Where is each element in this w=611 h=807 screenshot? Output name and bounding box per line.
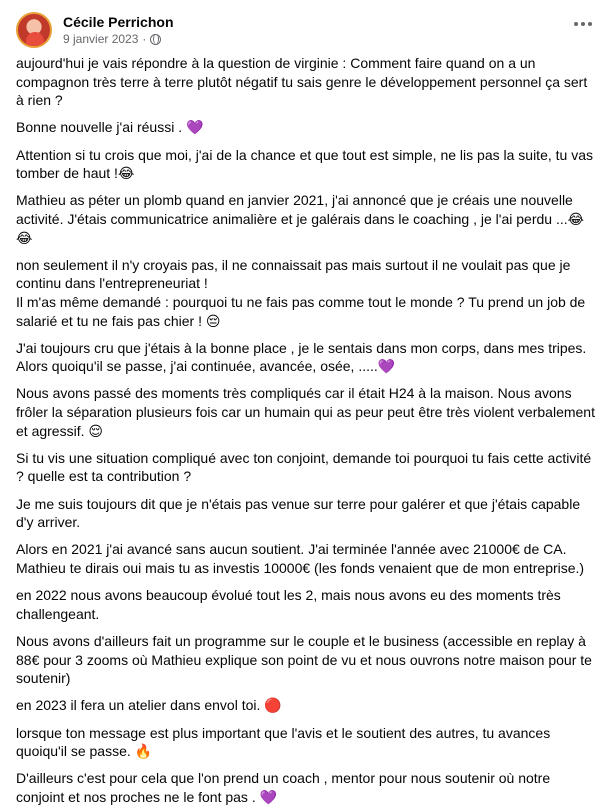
post-meta	[63, 13, 174, 47]
post-paragraph: lorsque ton message est plus important que l'avis et le soutient des autres, tu avances quoiqu'il se passe. 🔥	[16, 724, 551, 760]
post-paragraph: Alors en 2021 j'ai avancé sans aucun soutient. J'ai terminée l'année avec 21000€ de CA. Mathieu te dirais oui mais tu as investis 10000€ (les fonds venaient que de mon entreprise.)	[16, 541, 585, 576]
author-name[interactable]: Cécile Perrichon	[63, 14, 174, 30]
separator: ·	[142, 32, 147, 46]
post-paragraph: Attention si tu crois que moi, j'ai de la chance et que tout est simple, ne lis pas la suite, tu vas tomber de haut !😂	[16, 146, 593, 182]
more-options-icon[interactable]	[571, 14, 595, 34]
post-paragraph: Si tu vis une situation compliqué avec ton conjoint, demande toi pourquoi tu fais cette activité ? quelle est ta contribution ?	[16, 449, 592, 485]
post-subline	[63, 31, 174, 47]
post-body	[16, 54, 611, 807]
post-date[interactable]: 9 janvier 2023	[63, 32, 139, 46]
post-paragraph: D'ailleurs c'est pour cela que l'on prend un coach , mentor pour nous soutenir où notre conjoint et nos proches ne le font pas . 💜	[16, 770, 551, 805]
author-avatar[interactable]	[16, 12, 52, 48]
post-paragraph: en 2022 nous avons beaucoup évolué tout les 2, mais nous avons eu des moments très challengeant.	[16, 587, 561, 622]
post-paragraph: J'ai toujours cru que j'étais à la bonne place , je le sentais dans mon corps, dans mes tripes. Alors quoiqu'il se passe, j'ai continuée, avancée, osée, .....💜	[16, 339, 587, 375]
post-paragraph: Mathieu as péter un plomb quand en janvier 2021, j'ai annoncé que je créais une nouvelle activité. J'étais communicatrice animalière et je galérais dans le coaching , je l'ai perdu ...😂😂	[16, 192, 584, 246]
post-paragraph: non seulement il n'y croyais pas, il ne connaissait pas mais surtout il ne voulait pas que je continu dans l'entrepreneuriat ! Il m'as même demandé : pourquoi tu ne fais pas comme tout le monde ? Tu prend un job de salarié et tu ne fais pas chier ! 😔	[16, 256, 586, 329]
post-paragraph: Nous avons d'ailleurs fait un programme sur le couple et le business (accessible en replay à 88€ pour 3 zooms où Mathieu explique son point de vu et nous ouvrons notre maison pour te soutenir)	[16, 632, 592, 687]
post-paragraph: Je me suis toujours dit que je n'étais pas venue sur terre pour galérer et que j'étais capable d'y arriver.	[16, 495, 581, 531]
post-paragraph: Nous avons passé des moments très compliqués car il était H24 à la maison. Nous avons frôler la séparation plusieurs fois car un humain qui as peur peut être très violent verbalement et agressif. 😌	[16, 385, 595, 439]
post-paragraph: en 2023 il fera un atelier dans envol toi. 🔴	[16, 697, 282, 714]
post-paragraph: aujourd'hui je vais répondre à la question de virginie : Comment faire quand on a un compagnon très terre à terre plutôt négatif tu sais genre le développement personnel ça sert à rien ?	[16, 55, 588, 109]
post-paragraph: Bonne nouvelle j'ai réussi . 💜	[16, 119, 204, 136]
globe-icon	[150, 34, 161, 45]
post-header	[16, 10, 611, 50]
